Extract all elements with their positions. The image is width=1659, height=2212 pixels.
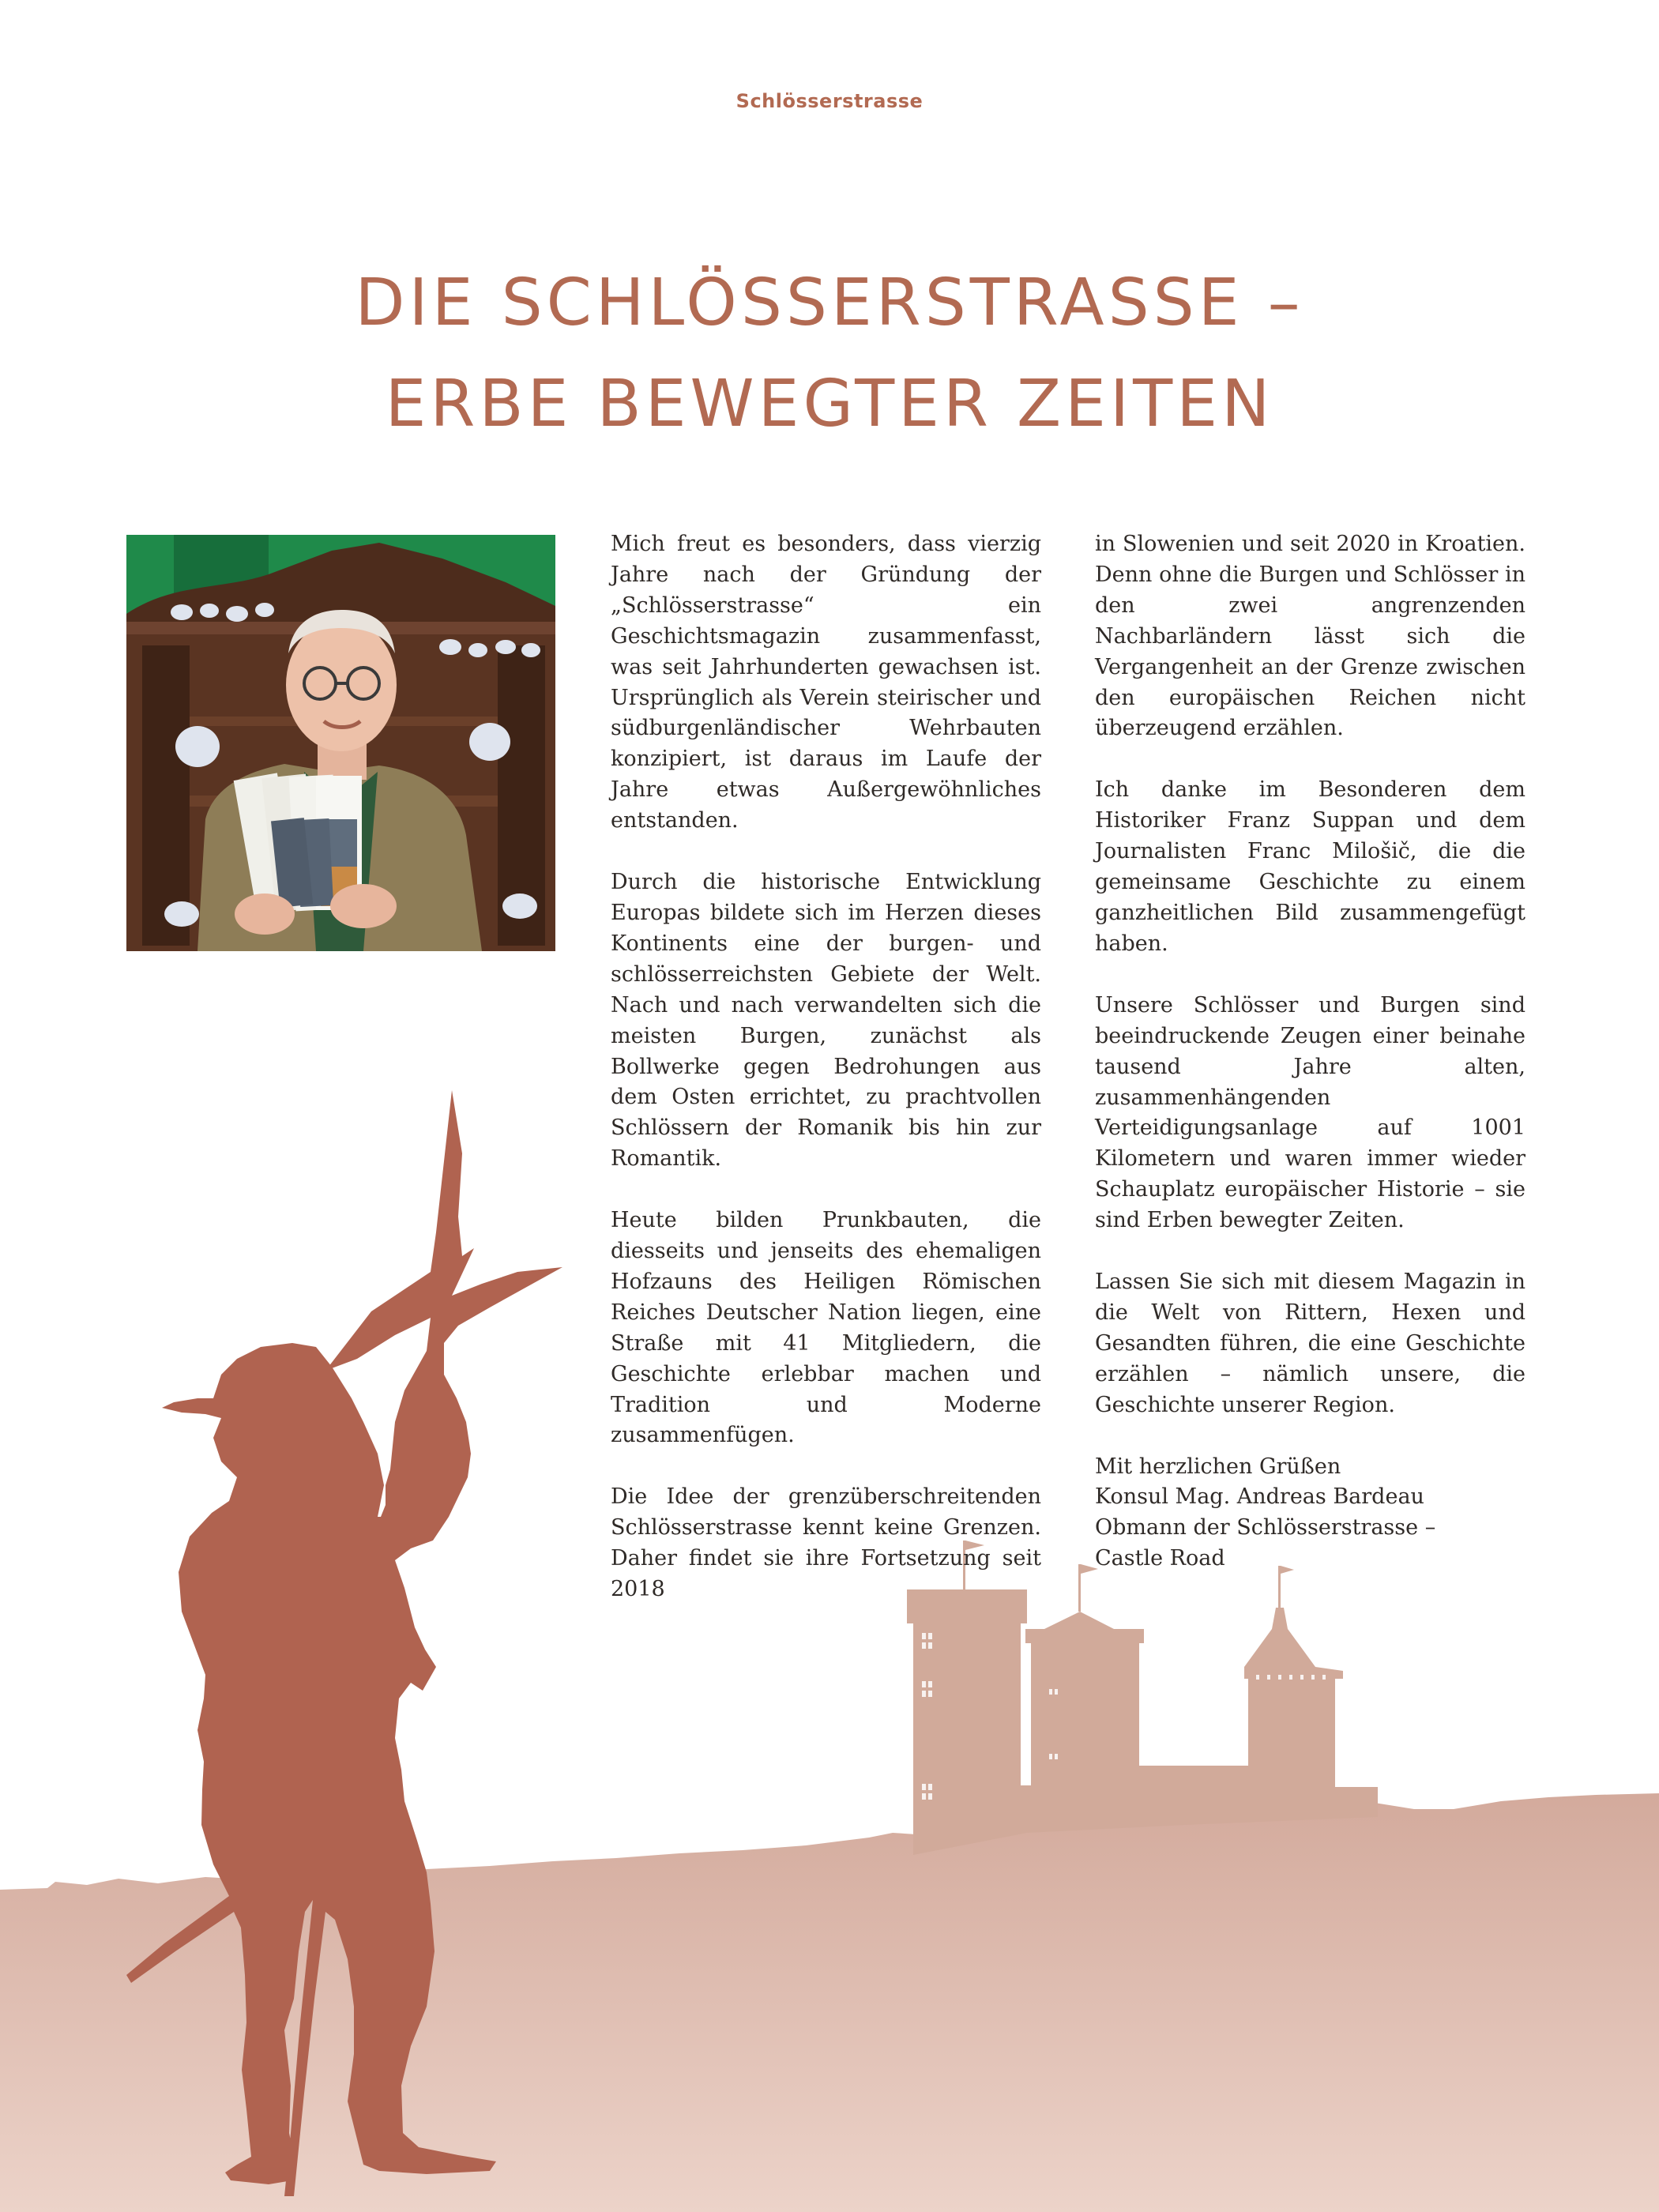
title-line-1: DIE SCHLÖSSERSTRASSE – xyxy=(355,265,1304,340)
paragraph-continuation: in Slowenien und seit 2020 in Kroatien. Denn ohne die Burgen und Schlösser in den zwei angrenzenden Nachbarländern lässt sich die Vergangenheit an der Grenze zwischen den europäischen Reichen nicht überzeugend erzählen. xyxy=(1095,532,1525,741)
paragraph-history: Durch die historische Entwicklung Europas bildete sich im Herzen dieses Kontinents eine der burgen- und schlösserreichsten Gebiete der Welt. Nach und nach verwandelten sich die meisten Burgen, zunächst als Bollwerke gegen Bedrohungen aus dem Osten errichtet, zu prachtvollen Schlössern der Romanik bis hin zur Romantik. xyxy=(611,870,1041,1172)
author-photo xyxy=(126,535,555,951)
signature-greeting: Mit herzlichen Grüßen xyxy=(1095,1454,1341,1479)
paragraph-thanks: Ich danke im Besonderen dem Historiker Franz Suppan und dem Journalisten Franc Milošič, die die gemeinsame Geschichte zu einem ganzheitlichen Bild zusammengefügt haben. xyxy=(1095,777,1525,956)
text-column-left xyxy=(611,529,1041,1636)
title-line-2: ERBE BEWEGTER ZEITEN xyxy=(385,367,1274,442)
running-head: Schlösserstrasse xyxy=(735,90,924,112)
paragraph-today: Heute bilden Prunkbauten, die diesseits und jenseits des ehemaligen Hofzauns des Heiligen Römischen Reiches Deutscher Nation liegen, eine Straße mit 41 Mitgliedern, die Geschichte erlebbar machen und Tradition und Moderne zusammenfügen. xyxy=(611,1208,1041,1448)
signature-name: Konsul Mag. Andreas Bardeau xyxy=(1095,1484,1424,1510)
paragraph-castles: Unsere Schlösser und Burgen sind beeindruckende Zeugen einer beinahe tausend Jahre alten, zusammenhängenden Verteidigungsanlage auf 1001 Kilometern und waren immer wieder Schauplatz europäischer Historie – sie sind Erben bewegter Zeiten. xyxy=(1095,992,1525,1233)
paragraph-idea: Die Idee der grenzüberschreitenden Schlösserstrasse kennt keine Grenzen. Daher findet sie ihre Fortsetzung seit 2018 xyxy=(611,1484,1041,1602)
signature-org: Castle Road xyxy=(1095,1546,1225,1571)
page-title xyxy=(0,253,1659,455)
paragraph-invitation: Lassen Sie sich mit diesem Magazin in die Welt von Rittern, Hexen und Gesandten führen, die eine Geschichte erzählen – nämlich unsere, die Geschichte unserer Region. xyxy=(1095,1270,1525,1417)
signature-block xyxy=(1095,1452,1525,1575)
paragraph-intro: Mich freut es besonders, dass vierzig Jahre nach der Gründung der „Schlösserstrasse“ ein Geschichtsmagazin zusammenfasst, was seit Jahrhunderten gewachsen ist. Ursprünglich als Verein steirischer und südburgenländischer Wehrbauten konzipiert, ist daraus im Laufe der Jahre etwas Außergewöhnliches entstanden. xyxy=(611,532,1041,833)
text-column-right xyxy=(1095,529,1525,1574)
signature-role: Obmann der Schlösserstrasse – xyxy=(1095,1515,1436,1540)
